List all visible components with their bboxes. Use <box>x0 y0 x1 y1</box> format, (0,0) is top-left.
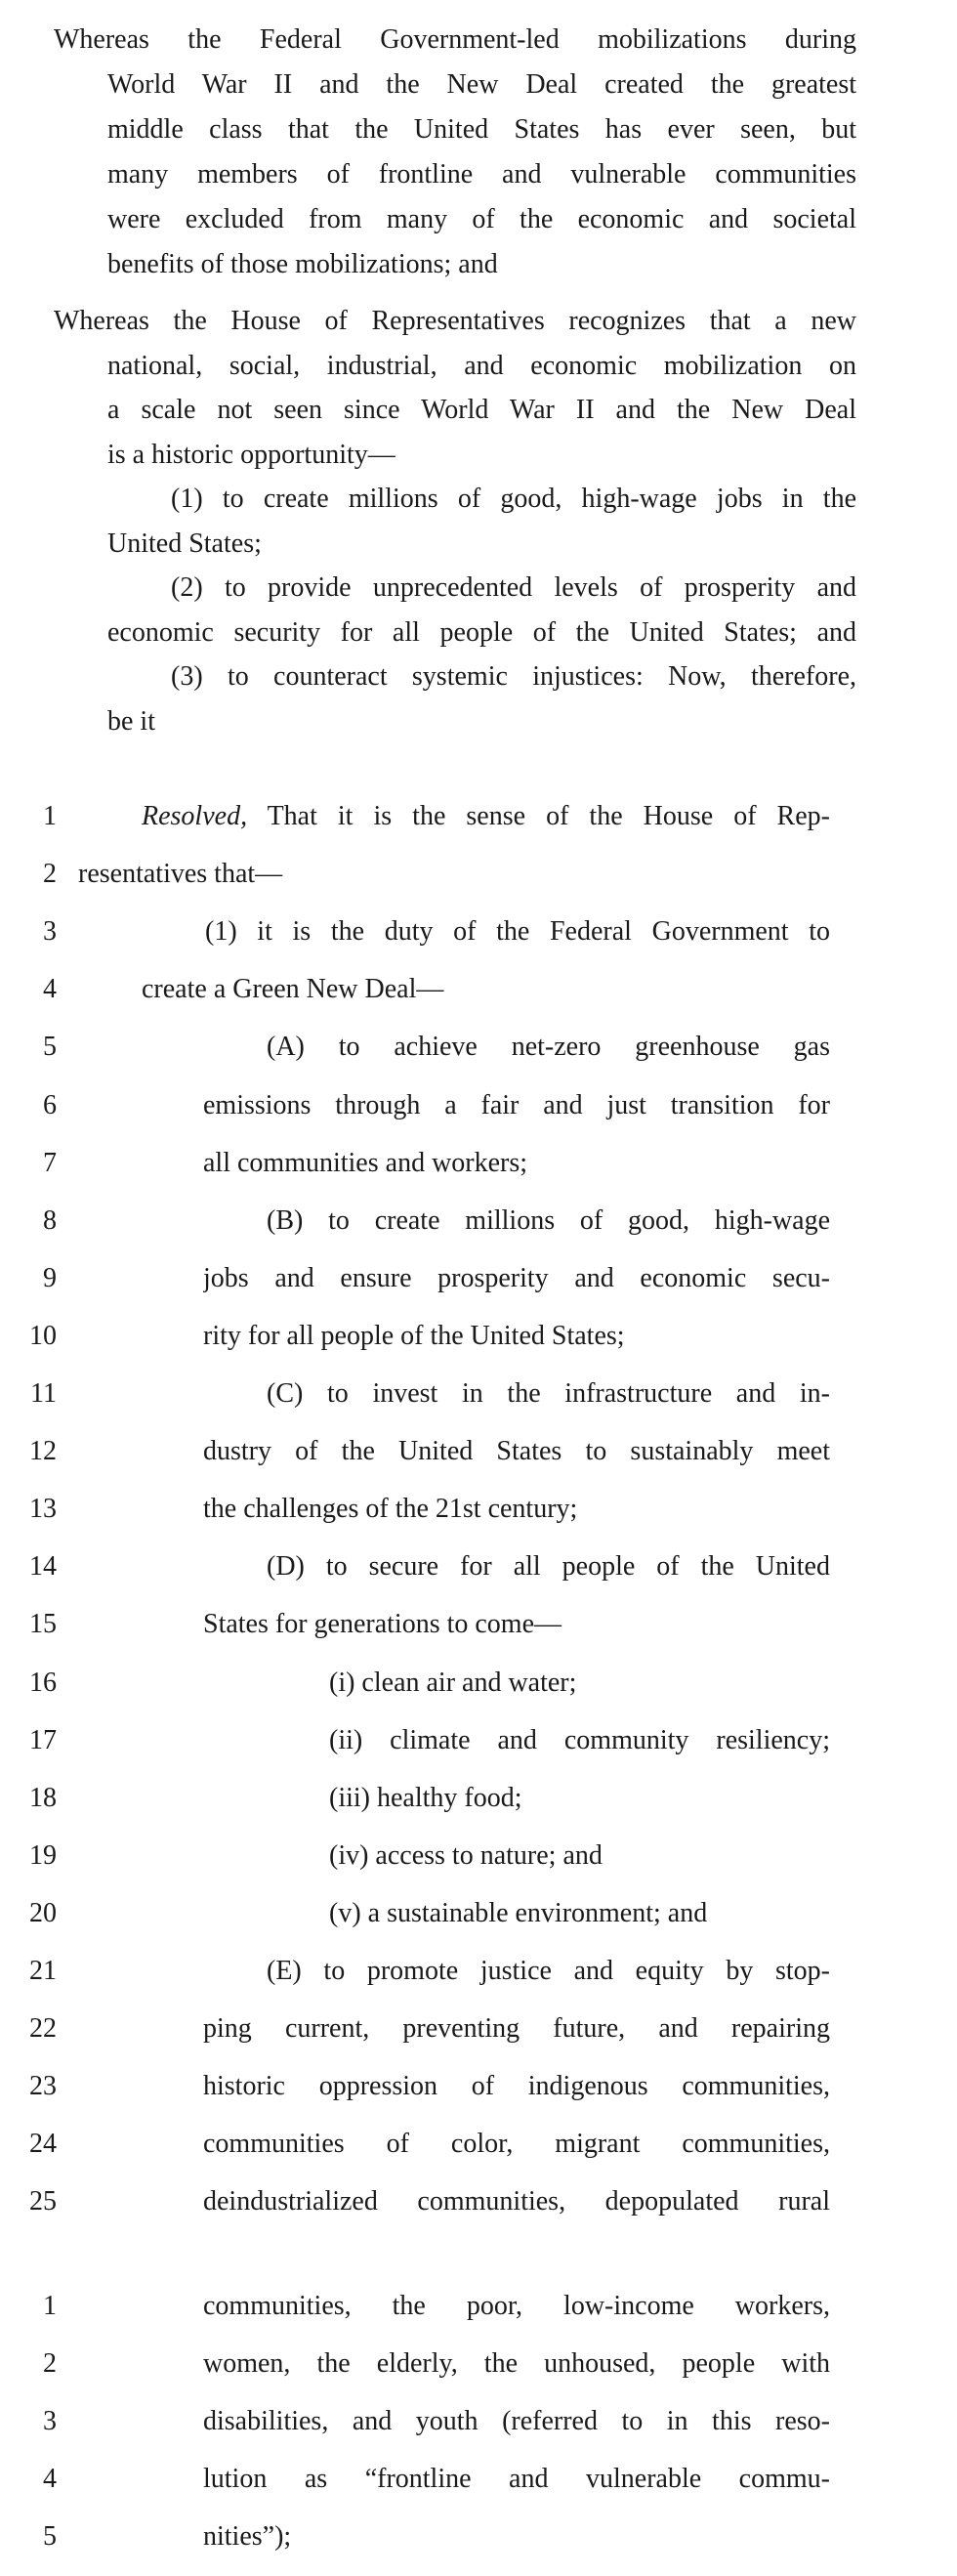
preamble-line: Whereas the Federal Government-led mobilizations during <box>54 24 856 55</box>
line-text: nities”); <box>203 2521 292 2552</box>
line-number: 25 <box>29 2186 57 2217</box>
preamble-line: benefits of those mobilizations; and <box>107 249 498 279</box>
line-text: States for generations to come— <box>203 1609 562 1639</box>
line-number: 21 <box>29 1956 57 1986</box>
line-number: 23 <box>29 2071 57 2101</box>
line-text: all communities and workers; <box>203 1148 528 1178</box>
line-text: communities of color, migrant communities, <box>203 2129 830 2159</box>
line-number: 6 <box>43 1090 57 1120</box>
line-text: disabilities, and youth (referred to in this reso- <box>203 2406 830 2436</box>
line-number: 1 <box>43 801 57 831</box>
line-text <box>142 800 830 833</box>
preamble-line: is a historic opportunity— <box>107 440 395 470</box>
preamble-line: United States; <box>107 528 262 559</box>
resolved-text: That it is the sense of the House of Rep- <box>247 801 830 831</box>
line-text: ping current, preventing future, and repairing <box>203 2013 830 2044</box>
line-text: (1) it is the duty of the Federal Government to <box>205 916 830 947</box>
preamble-line: economic security for all people of the United States; and <box>107 617 856 648</box>
preamble-line: middle class that the United States has ever seen, but <box>107 114 856 145</box>
preamble-line: World War II and the New Deal created the greatest <box>107 69 856 100</box>
line-text: jobs and ensure prosperity and economic secu- <box>203 1263 830 1293</box>
resolved-lead: Resolved, <box>142 801 248 831</box>
line-text: (iii) healthy food; <box>329 1783 522 1813</box>
line-number: 4 <box>43 2464 57 2494</box>
line-text: (v) a sustainable environment; and <box>329 1898 708 1928</box>
preamble-line: (1) to create millions of good, high-wage jobs in the <box>171 484 856 514</box>
line-text: historic oppression of indigenous communities, <box>203 2071 830 2101</box>
line-number: 22 <box>29 2013 57 2044</box>
line-text: deindustrialized communities, depopulated rural <box>203 2186 830 2217</box>
preamble-line: (3) to counteract systemic injustices: Now, therefore, <box>171 661 856 692</box>
line-number: 14 <box>29 1551 57 1582</box>
line-number: 8 <box>43 1205 57 1236</box>
preamble-line: national, social, industrial, and economic mobilization on <box>107 351 856 381</box>
line-text: (i) clean air and water; <box>329 1668 577 1698</box>
line-number: 17 <box>29 1725 57 1755</box>
line-number: 12 <box>29 1436 57 1466</box>
line-text: emissions through a fair and just transition for <box>203 1090 830 1120</box>
line-text: resentatives that— <box>78 859 283 889</box>
line-number: 7 <box>43 1148 57 1178</box>
line-text: (D) to secure for all people of the United <box>267 1551 830 1582</box>
line-text: (C) to invest in the infrastructure and in- <box>267 1378 830 1409</box>
preamble-line: (2) to provide unprecedented levels of prosperity and <box>171 572 856 603</box>
line-number: 16 <box>29 1668 57 1698</box>
line-number: 3 <box>43 916 57 947</box>
line-text: create a Green New Deal— <box>142 974 444 1004</box>
line-number: 18 <box>29 1783 57 1813</box>
line-text: women, the elderly, the unhoused, people with <box>203 2348 830 2379</box>
line-text: (A) to achieve net-zero greenhouse gas <box>267 1032 830 1062</box>
line-text: the challenges of the 21st century; <box>203 1494 578 1524</box>
line-text: communities, the poor, low-income workers, <box>203 2291 830 2321</box>
line-text: lution as “frontline and vulnerable commu- <box>203 2464 830 2494</box>
line-number: 9 <box>43 1263 57 1293</box>
preamble-line: a scale not seen since World War II and the New Deal <box>107 395 856 425</box>
line-number: 19 <box>29 1840 57 1871</box>
line-text: dustry of the United States to sustainably meet <box>203 1436 830 1466</box>
line-number: 2 <box>43 2348 57 2379</box>
line-text: (E) to promote justice and equity by stop- <box>267 1956 830 1986</box>
line-number: 13 <box>29 1494 57 1524</box>
line-text: (B) to create millions of good, high-wage <box>267 1205 830 1236</box>
line-number: 10 <box>29 1321 57 1351</box>
line-number: 4 <box>43 974 57 1004</box>
line-number: 24 <box>29 2129 57 2159</box>
line-number: 5 <box>43 2521 57 2552</box>
line-number: 20 <box>29 1898 57 1928</box>
line-number: 11 <box>30 1378 57 1409</box>
line-number: 1 <box>43 2291 57 2321</box>
preamble-line: many members of frontline and vulnerable communities <box>107 159 856 190</box>
line-number: 3 <box>43 2406 57 2436</box>
preamble-line: Whereas the House of Representatives recognizes that a new <box>54 306 856 336</box>
line-text: rity for all people of the United States; <box>203 1321 625 1351</box>
line-number: 2 <box>43 859 57 889</box>
preamble-line: be it <box>107 706 155 737</box>
preamble-line: were excluded from many of the economic and societal <box>107 204 856 234</box>
line-number: 15 <box>29 1609 57 1639</box>
line-text: (ii) climate and community resiliency; <box>329 1725 830 1755</box>
line-text: (iv) access to nature; and <box>329 1840 603 1871</box>
line-number: 5 <box>43 1032 57 1062</box>
